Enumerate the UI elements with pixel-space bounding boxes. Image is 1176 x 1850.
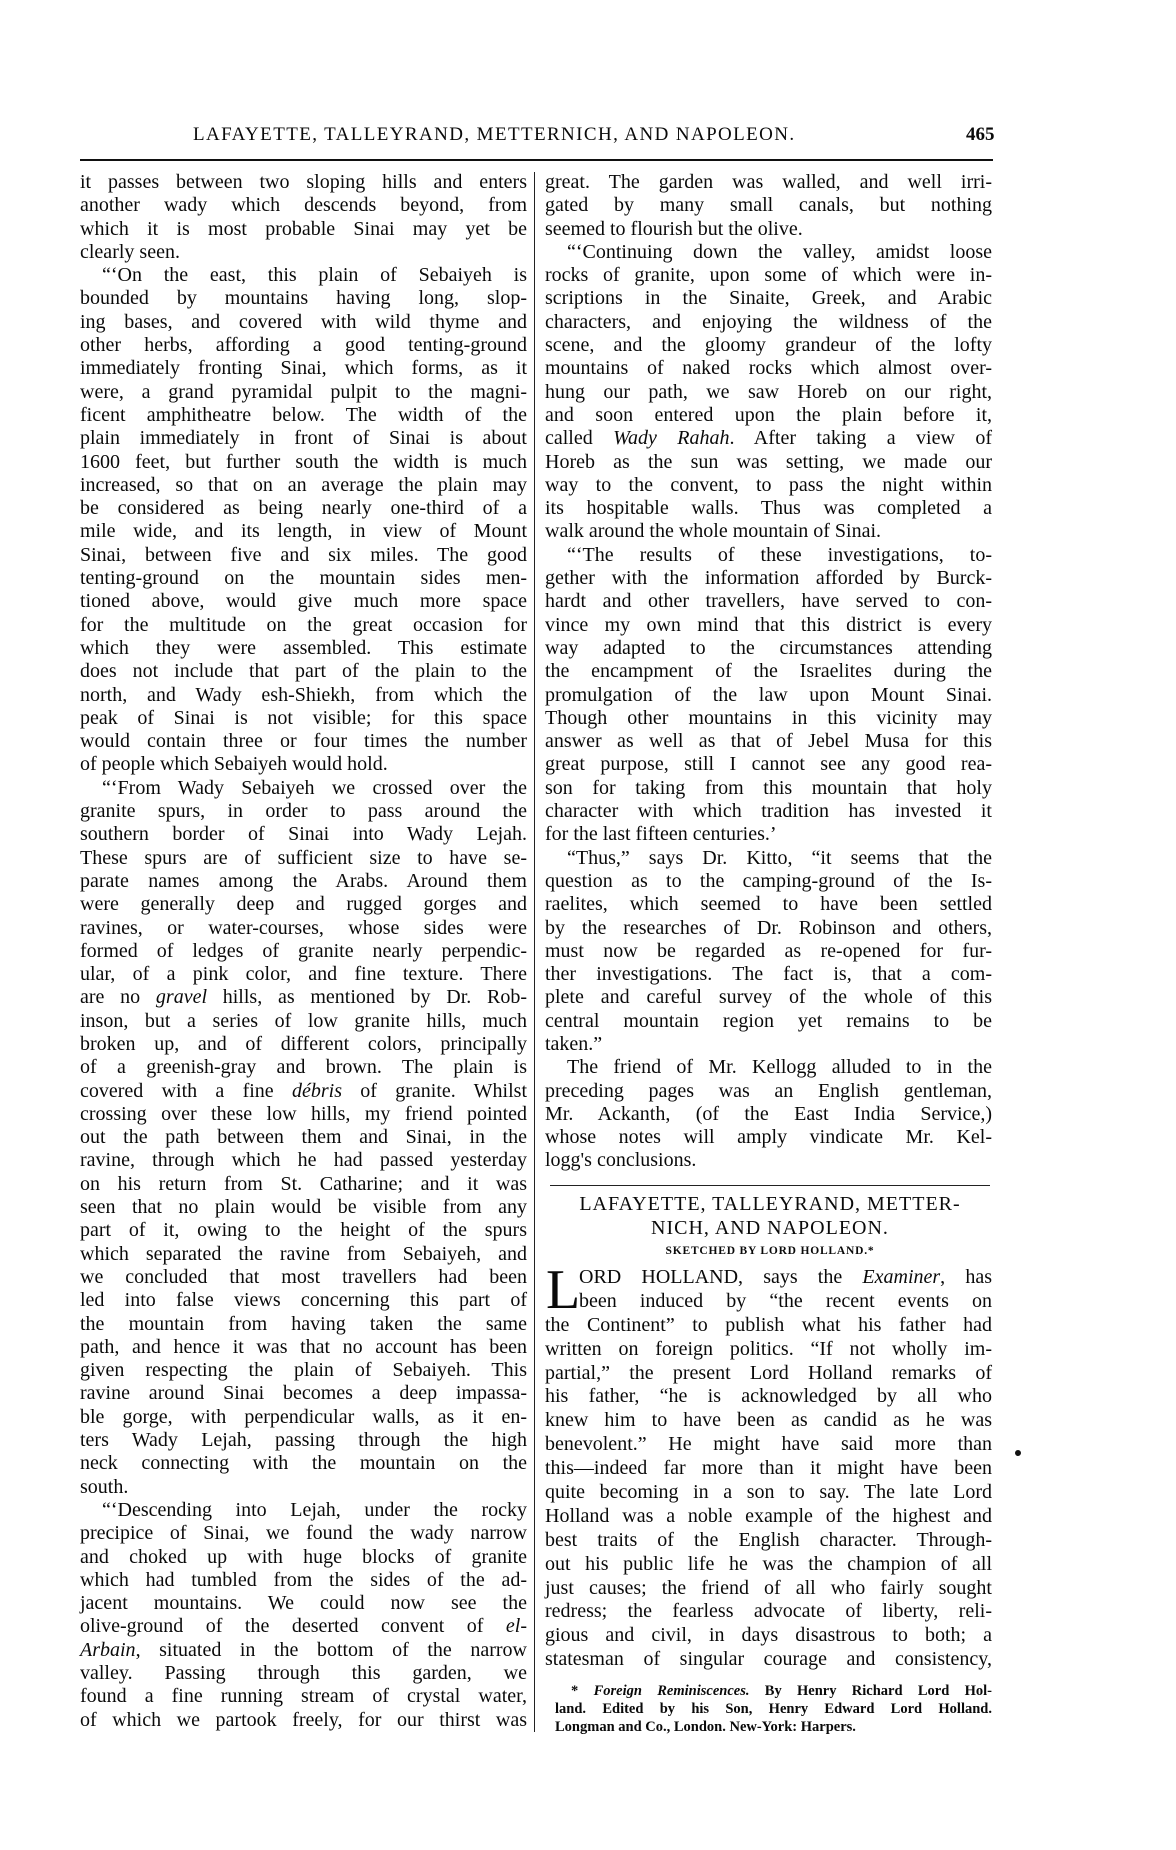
text-line: south. [80,1475,129,1498]
text-line: led into false views concerning this part of [80,1289,527,1312]
text-line: were, a grand pyramidal pulpit to the magni- [80,380,527,403]
text-line [80,986,527,1009]
text-line: ble gorge, with perpendicular walls, as it en- [80,1405,527,1428]
text-line: way to the convent, to pass the night within [545,473,992,496]
text-line: taken.” [545,1032,603,1055]
text-line: parate names among the Arabs. Around them [80,869,527,892]
text-line: broken up, and of different colors, principally [80,1032,527,1055]
text-line: Holland was a noble example of the highest and [545,1504,992,1527]
text-line: scriptions in the Sinaite, Greek, and Arabic [545,287,992,310]
italic-segment: débris [291,1079,342,1102]
footnote-line: Longman and Co., London. New-York: Harpers. [555,1719,856,1735]
text-line: out his public life he was the champion of all [545,1552,992,1575]
paragraph [80,264,527,777]
text-segment: By Henry Richard Lord Hol- [749,1683,992,1699]
text-line: mile wide, and its length, in view of Mount [80,520,527,543]
text-line: southern border of Sinai into Wady Lejah. [80,823,527,846]
text-line: question as to the camping-ground of the Is- [545,869,992,892]
italic-segment: Examiner [862,1266,941,1288]
text-line: tioned above, would give much more space [80,590,527,613]
text-segment: , situated in the bottom of the narrow [135,1638,527,1661]
text-line: Sinai, between five and six miles. The good [80,543,527,566]
text-line: neck connecting with the mountain on the [80,1452,527,1475]
text-line: peak of Sinai is not visible; for this space [80,706,527,729]
text-line: clearly seen. [80,240,180,263]
text-line: crossing over these low hills, my friend pointed [80,1102,527,1125]
text-line: which they were assembled. This estimate [80,636,527,659]
text-line: Horeb as the sun was setting, we made our [545,450,992,473]
text-line: the mountain from having taken the same [80,1312,527,1335]
text-line: preceding pages was an English gentleman, [545,1079,992,1102]
text-line: “‘From Wady Sebaiyeh we crossed over the [102,776,527,799]
text-line: which had tumbled from the sides of the ad- [80,1568,527,1591]
italic-segment: Foreign Reminiscences. [593,1683,750,1699]
paragraph [80,171,527,264]
text-line: seen that no plain would be visible from any [80,1196,527,1219]
text-line: the encampment of the Israelites during the [545,660,992,683]
text-line [80,1639,527,1662]
text-line: for the last fifteen centuries.’ [545,823,777,846]
margin-mark [1015,1450,1021,1456]
text-line: ficent amphitheatre below. The width of the [80,403,527,426]
italic-segment: gravel [155,986,207,1009]
text-line: ther investigations. The fact is, that a com- [545,963,992,986]
text-segment: , has [940,1266,992,1288]
text-line: Mr. Ackanth, (of the East India Service,) [545,1102,992,1125]
paragraph [545,1259,992,1672]
text-line: scene, and the gloomy grandeur of the lofty [545,334,992,357]
paragraph [545,241,992,544]
text-line: partial,” the present Lord Holland remarks of [545,1361,992,1384]
footnote [555,1682,992,1736]
text-line: vince my own mind that this district is every [545,613,992,636]
text-line: it passes between two sloping hills and enters [80,171,527,193]
text-line: his father, “he is acknowledged by all who [545,1385,992,1408]
text-line: its hospitable walls. Thus was completed a [545,497,992,520]
text-line: and soon entered upon the plain before it, [545,403,992,426]
text-line: which separated the ravine from Sebaiyeh, and [80,1242,527,1265]
footnote-line [555,1682,992,1700]
text-line: valley. Passing through this garden, we [80,1662,527,1684]
text-line: immediately fronting Sinai, which forms, as it [80,357,527,380]
text-line: been induced by “the recent events on [579,1289,992,1312]
text-line: “‘The results of these investigations, to- [567,543,992,566]
text-line: way adapted to the circumstances attending [545,636,992,659]
text-segment: * [571,1683,594,1699]
article-title-line-1: LAFAYETTE, TALLEYRAND, METTER- [579,1193,961,1215]
text-line: does not include that part of the plain to the [80,660,527,683]
text-line: benevolent.” He might have said more than [545,1433,992,1456]
text-line: ters Wady Lejah, passing through the high [80,1429,527,1452]
text-line: statesman of singular courage and consistency, [545,1648,992,1671]
text-line: answer as well as that of Jebel Musa for this [545,730,992,753]
text-line: knew him to have been as candid as he was [545,1409,992,1432]
text-line: “‘Continuing down the valley, amidst loose [567,240,992,263]
text-line: seemed to flourish but the olive. [545,217,803,240]
paragraph [545,847,992,1057]
text-line: “Thus,” says Dr. Kitto, “it seems that the [567,846,992,869]
article-separator-rule [550,1185,990,1186]
paragraph [545,171,992,241]
text-line: gious and civil, in days disastrous to both; a [545,1624,992,1647]
footnote-line: land. Edited by his Son, Henry Edward Lord Holland. [555,1701,992,1717]
text-line: quite becoming in a son to say. The late Lord [545,1481,992,1504]
text-segment: called [545,427,614,450]
text-line: north, and Wady esh-Shiekh, from which the [80,683,527,706]
text-line [80,1615,527,1638]
text-line: best traits of the English character. Through- [545,1528,992,1551]
text-line: be considered as being nearly one-third of a [80,497,527,520]
text-line: hung our path, we saw Horeb on our right, [545,380,992,403]
text-line: given respecting the plain of Sebaiyeh. This [80,1359,527,1382]
text-line: formed of ledges of granite nearly perpendic- [80,939,527,962]
article-body [545,1259,992,1672]
text-segment: ORD HOLLAND, says the [579,1266,863,1288]
column-divider [534,172,535,1732]
text-line: mountains of naked rocks which almost over- [545,357,992,380]
text-line: written on foreign politics. “If not wholly im- [545,1337,992,1360]
text-line: which it is most probable Sinai may yet be [80,217,527,240]
text-line: we concluded that most travellers had been [80,1265,527,1288]
text-line: out the path between them and Sinai, in the [80,1126,527,1149]
paragraph [80,1499,527,1732]
text-line: promulgation of the law upon Mount Sinai. [545,683,992,706]
text-line: this—indeed far more than it might have been [545,1457,992,1480]
text-line [545,427,992,450]
text-line: plete and careful survey of the whole of this [545,986,992,1009]
text-line: These spurs are of sufficient size to have se- [80,846,527,869]
article-title-line-2: NICH, AND NAPOLEON. [651,1217,889,1239]
text-line: ing bases, and covered with wild thyme and [80,310,527,333]
text-line [545,1266,992,1290]
text-line: ravines, or water-courses, whose sides were [80,916,527,939]
text-line: great. The garden was walled, and well irri- [545,171,992,193]
text-line: part of it, owing to the height of the spurs [80,1219,527,1242]
italic-segment: Arbain [80,1638,136,1661]
text-line: bounded by mountains having long, slop- [80,287,527,310]
text-line: of which we partook freely, for our thirst was [80,1708,527,1731]
text-line: inson, but a series of low granite hills, much [80,1009,527,1032]
paragraph [80,777,527,1499]
text-line: would contain three or four times the number [80,730,527,753]
article-byline: SKETCHED BY LORD HOLLAND.* [665,1245,875,1257]
text-line: ular, of a pink color, and fine texture. There [80,963,527,986]
text-line: precipice of Sinai, we found the wady narrow [80,1522,527,1545]
italic-segment: Wady Rahah [613,427,730,450]
text-line: 1600 feet, but further south the width is much [80,450,527,473]
page-number: 465 [966,124,995,145]
text-line: whose notes will amply vindicate Mr. Kel- [545,1126,992,1149]
text-line: the Continent” to publish what his father had [545,1313,992,1336]
text-line: great purpose, still I cannot see any good rea- [545,753,992,776]
drop-cap: L [546,1259,581,1321]
text-line: just causes; the friend of all who fairly sought [545,1576,992,1599]
paragraph [545,1056,992,1172]
text-line: path, and hence it was that no account has been [80,1335,527,1358]
text-line: of people which Sebaiyeh would hold. [80,753,388,776]
text-line: on his return from St. Catharine; and it was [80,1172,527,1195]
text-line: The friend of Mr. Kellogg alluded to in the [567,1056,992,1079]
text-line: “‘On the east, this plain of Sebaiyeh is [102,264,527,287]
text-line: increased, so that on an average the plain may [80,473,527,496]
text-line: must now be regarded as re-opened for fur- [545,939,992,962]
text-line: plain immediately in front of Sinai is about [80,427,527,450]
text-line: tenting-ground on the mountain sides men- [80,567,527,590]
text-line: son for taking from this mountain that holy [545,776,992,799]
text-segment: . After taking a view of [729,427,993,450]
text-line: granite spurs, in order to pass around the [80,800,527,823]
running-header-title: LAFAYETTE, TALLEYRAND, METTERNICH, AND NAPOLEON. [193,124,796,145]
header-rule [80,159,993,161]
text-line: rocks of granite, upon some of which were in- [545,264,992,287]
text-segment: olive-ground of the deserted convent of [80,1615,506,1638]
text-line: jacent mountains. We could now see the [80,1592,527,1615]
text-line: of a greenish-gray and brown. The plain is [80,1056,527,1079]
text-line: characters, and enjoying the wildness of the [545,310,992,333]
text-line: “‘Descending into Lejah, under the rocky [102,1498,527,1521]
text-segment: hills, as mentioned by Dr. Rob- [207,986,527,1009]
paragraph [545,544,992,847]
text-line: and choked up with huge blocks of granite [80,1545,527,1568]
text-segment: are no [80,986,156,1009]
text-line: redress; the fearless advocate of liberty, reli- [545,1600,992,1623]
text-line: found a fine running stream of crystal water, [80,1685,527,1708]
text-segment: covered with a fine [80,1079,292,1102]
left-column [80,171,527,1732]
text-line: raelites, which seemed to have been settled [545,893,992,916]
text-line: hardt and other travellers, have served to con- [545,590,992,613]
text-line: walk around the whole mountain of Sinai. [545,520,882,543]
text-line: ravine, through which he had passed yesterday [80,1149,527,1172]
text-line: ravine around Sinai becomes a deep impassa- [80,1382,527,1405]
text-line: for the multitude on the great occasion for [80,613,527,636]
text-line: were generally deep and rugged gorges and [80,893,527,916]
text-line: central mountain region yet remains to be [545,1009,992,1032]
text-line: character with which tradition has invested it [545,800,992,823]
right-column [545,171,992,1173]
text-line: gated by many small canals, but nothing [545,194,992,217]
text-line [80,1080,527,1103]
text-line: gether with the information afforded by Burck- [545,567,992,590]
text-line: other herbs, affording a good tenting-ground [80,334,527,357]
text-segment: of granite. Whilst [341,1079,528,1102]
italic-segment: el- [505,1615,527,1638]
text-line: by the researches of Dr. Robinson and others, [545,916,992,939]
text-line: Though other mountains in this vicinity may [545,706,992,729]
text-line: another wady which descends beyond, from [80,194,527,217]
text-line: logg's conclusions. [545,1149,697,1172]
